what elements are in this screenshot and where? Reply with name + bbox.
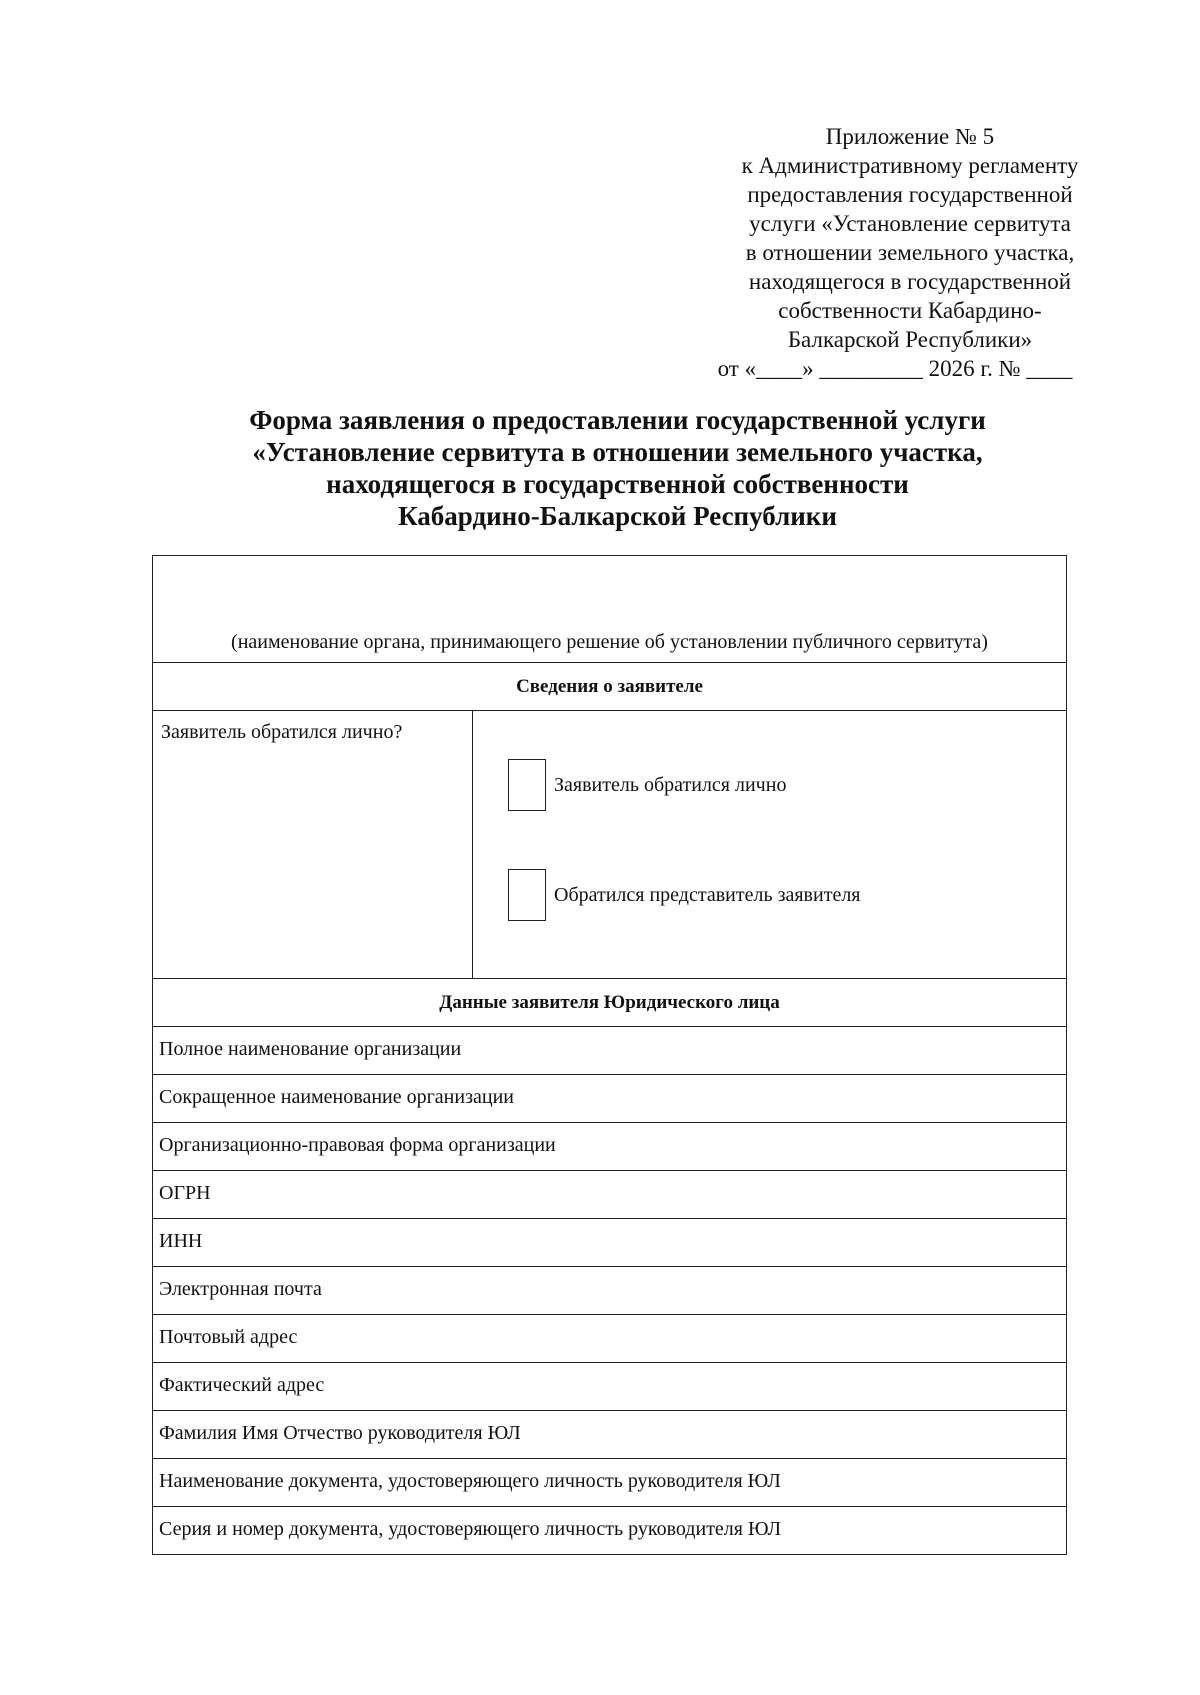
representative-checkbox[interactable] xyxy=(508,869,546,921)
organ-name-field[interactable] xyxy=(153,556,1066,662)
field-id-document-number[interactable]: Серия и номер документа, удостоверяющего личность руководителя ЮЛ xyxy=(153,1506,1066,1554)
appendix-line: к Административному регламенту xyxy=(741,153,1079,178)
personal-checkbox[interactable] xyxy=(508,759,546,811)
field-postal-address[interactable]: Почтовый адрес xyxy=(153,1314,1066,1362)
field-legal-form[interactable]: Организационно-правовая форма организации xyxy=(153,1122,1066,1170)
field-id-document-name[interactable]: Наименование документа, удостоверяющего личность руководителя ЮЛ xyxy=(153,1458,1066,1506)
option-personal-label: Заявитель обратился лично xyxy=(554,773,787,796)
applicant-options xyxy=(473,711,1066,978)
field-email[interactable]: Электронная почта xyxy=(153,1266,1066,1314)
form-title xyxy=(160,404,1075,532)
field-short-name[interactable]: Сокращенное наименование организации xyxy=(153,1074,1066,1122)
organ-name-caption: (наименование органа, принимающего решение об установлении публичного сервитута) xyxy=(231,631,988,653)
appendix-block xyxy=(717,122,1100,383)
appendix-line: в отношении земельного участка, xyxy=(745,240,1075,265)
appendix-line: находящегося в государственной xyxy=(748,269,1072,294)
section-legal-entity-heading: Данные заявителя Юридического лица xyxy=(153,978,1066,1026)
appendix-line: услуги «Установление сервитута xyxy=(749,211,1071,236)
appendix-line: собственности Кабардино- xyxy=(778,298,1042,323)
field-ogrn[interactable]: ОГРН xyxy=(153,1170,1066,1218)
option-representative-label: Обратился представитель заявителя xyxy=(554,883,861,906)
applicant-question: Заявитель обратился лично? xyxy=(153,711,473,978)
appendix-date-line: от «____» _________ 2026 г. № ____ xyxy=(717,356,1073,381)
field-head-full-name[interactable]: Фамилия Имя Отчество руководителя ЮЛ xyxy=(153,1410,1066,1458)
title-line: Форма заявления о предоставлении государственной услуги xyxy=(249,405,986,435)
field-inn[interactable]: ИНН xyxy=(153,1218,1066,1266)
section-applicant-heading: Сведения о заявителе xyxy=(153,662,1066,710)
applicant-choice-row xyxy=(153,710,1066,978)
appendix-line: Приложение № 5 xyxy=(825,124,995,149)
option-personal[interactable] xyxy=(508,759,786,811)
field-full-name[interactable]: Полное наименование организации xyxy=(153,1026,1066,1074)
title-line: «Установление сервитута в отношении земельного участка, xyxy=(252,437,983,467)
appendix-line: Балкарской Республики» xyxy=(787,327,1033,352)
option-representative[interactable] xyxy=(508,869,861,921)
title-line: Кабардино-Балкарской Республики xyxy=(398,501,837,531)
application-form-table xyxy=(152,555,1067,1555)
title-line: находящегося в государственной собственности xyxy=(326,469,909,499)
field-actual-address[interactable]: Фактический адрес xyxy=(153,1362,1066,1410)
appendix-line: предоставления государственной xyxy=(747,182,1073,207)
